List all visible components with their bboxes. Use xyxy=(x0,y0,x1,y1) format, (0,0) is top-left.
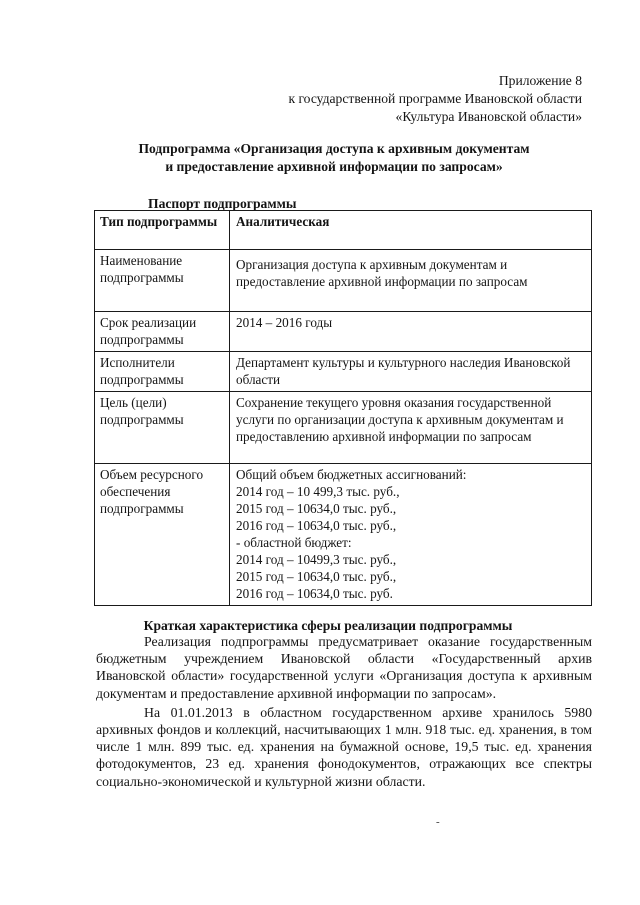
passport-table xyxy=(94,210,592,606)
appendix-program-name: «Культура Ивановской области» xyxy=(395,109,582,124)
passport-heading: Паспорт подпрограммы xyxy=(148,196,297,211)
title-line-1: Подпрограмма «Организация доступа к архивным документам xyxy=(138,141,530,156)
funding-line: 2015 год – 10634,0 тыс. руб., xyxy=(236,501,397,516)
row-value-goal: Сохранение текущего уровня оказания государственной услуги по организации доступа к архивным документам и предоставлению архивной информации по запросам xyxy=(230,392,592,464)
row-label-goal: Цель (цели) подпрограммы xyxy=(95,392,230,464)
funding-line: 2015 год – 10634,0 тыс. руб., xyxy=(236,569,397,584)
section-title-text: Краткая характеристика сферы реализации подпрограммы xyxy=(143,618,513,633)
appendix-program: к государственной программе Ивановской области xyxy=(288,91,582,106)
row-label-funding: Объем ресурсного обеспечения подпрограммы xyxy=(95,464,230,606)
funding-line: 2016 год – 10634,0 тыс. руб., xyxy=(236,518,397,533)
row-value-period: 2014 – 2016 годы xyxy=(230,312,592,352)
table-row xyxy=(95,211,592,250)
funding-line: - областной бюджет: xyxy=(236,535,352,550)
paragraph: Реализация подпрограммы предусматривает оказание государственным бюджетным учреждением Ивановской области «Государственный архив Ивановской области» государственной услуги «Организация доступа к архивным документам и предоставление архивной информации по запросам». xyxy=(96,634,592,701)
table-row xyxy=(95,352,592,392)
funding-line: 2016 год – 10634,0 тыс. руб. xyxy=(236,586,393,601)
table-row xyxy=(95,312,592,352)
funding-line: 2014 год – 10499,3 тыс. руб., xyxy=(236,552,397,567)
scan-mark: - xyxy=(436,816,440,828)
row-label-period: Срок реализации подпрограммы xyxy=(95,312,230,352)
appendix-number: Приложение 8 xyxy=(498,73,582,88)
row-label-name: Наименование подпрограммы xyxy=(95,250,230,312)
row-label-type: Тип подпрограммы xyxy=(95,211,230,250)
funding-line: Общий объем бюджетных ассигнований: xyxy=(236,467,467,482)
section-body xyxy=(96,633,592,790)
row-value-funding xyxy=(230,464,592,606)
table-row xyxy=(95,250,592,312)
row-value-executors: Департамент культуры и культурного наследия Ивановской области xyxy=(230,352,592,392)
row-value-name: Организация доступа к архивным документам и предоставление архивной информации по запросам xyxy=(230,250,592,312)
subprogram-title xyxy=(0,140,640,176)
table-row xyxy=(95,392,592,464)
funding-line: 2014 год – 10 499,3 тыс. руб., xyxy=(236,484,400,499)
section-title xyxy=(0,617,640,634)
title-line-2: и предоставление архивной информации по запросам» xyxy=(165,159,503,174)
paragraph: На 01.01.2013 в областном государственном архиве хранилось 5980 архивных фондов и коллекций, насчитывающих 1 млн. 918 тыс. ед. хранения, в том числе 1 млн. 899 тыс. ед. хранения на бумажной основе, 19,5 тыс. ед. хранения фотодокументов, 23 ед. хранения фонодокументов, отражающих все спектры социально-экономической и культурной жизни области. xyxy=(96,704,592,789)
appendix-header xyxy=(288,72,582,126)
row-value-type: Аналитическая xyxy=(230,211,592,250)
table-row xyxy=(95,464,592,606)
row-label-executors: Исполнители подпрограммы xyxy=(95,352,230,392)
